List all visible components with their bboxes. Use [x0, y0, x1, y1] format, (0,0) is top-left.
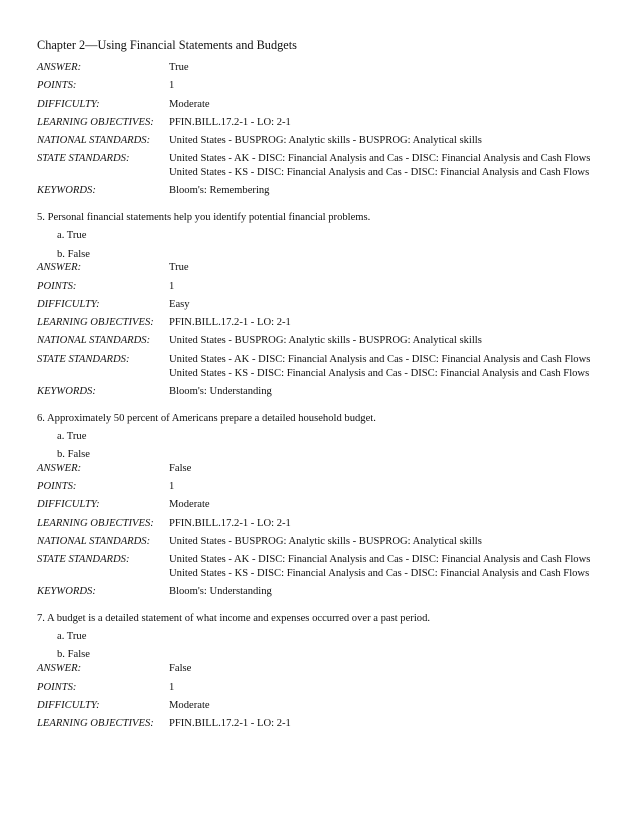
state-standards-value	[169, 152, 603, 180]
national-standards-value: United States - BUSPROG: Analytic skills - BUSPROG: Analytical skills	[169, 535, 482, 547]
learning-objectives-value: PFIN.BILL.17.2-1 - LO: 2-1	[169, 517, 291, 529]
question-text: 5. Personal financial statements help you identify potential financial problems.	[37, 212, 371, 224]
state-standard-ak: United States - AK - DISC: Financial Analysis and Cas - DISC: Financial Analysis and Cash Flows	[169, 153, 591, 165]
national-standards-label: NATIONAL STANDARDS:	[37, 135, 151, 147]
difficulty-row	[37, 298, 603, 312]
question-5	[37, 211, 603, 398]
answer-label: ANSWER:	[37, 462, 82, 474]
difficulty-label: DIFFICULTY:	[37, 499, 100, 511]
national-standards-row	[37, 334, 603, 348]
difficulty-row	[37, 498, 603, 512]
keywords-value: Bloom's: Understanding	[169, 385, 272, 397]
keywords-value: Bloom's: Understanding	[169, 586, 272, 598]
learning-objectives-value: PFIN.BILL.17.2-1 - LO: 2-1	[169, 116, 291, 128]
state-standards-label: STATE STANDARDS:	[37, 153, 130, 165]
learning-objectives-row	[37, 116, 603, 130]
answer-row	[37, 462, 603, 476]
answer-value: True	[169, 262, 189, 274]
learning-objectives-label: LEARNING OBJECTIVES:	[37, 116, 154, 128]
keywords-row	[37, 385, 603, 399]
difficulty-value: Moderate	[169, 699, 210, 711]
answer-label: ANSWER:	[37, 663, 82, 675]
national-standards-value: United States - BUSPROG: Analytic skills - BUSPROG: Analytical skills	[169, 135, 482, 147]
state-standards-row	[37, 553, 603, 581]
choice-b: b. False	[57, 449, 90, 461]
national-standards-value: United States - BUSPROG: Analytic skills - BUSPROG: Analytical skills	[169, 335, 482, 347]
keywords-value: Bloom's: Remembering	[169, 185, 270, 197]
points-label: POINTS:	[37, 280, 77, 292]
keywords-label: KEYWORDS:	[37, 586, 96, 598]
keywords-label: KEYWORDS:	[37, 385, 96, 397]
answer-row	[37, 61, 603, 75]
difficulty-label: DIFFICULTY:	[37, 699, 100, 711]
question-7	[37, 612, 603, 731]
state-standards-label: STATE STANDARDS:	[37, 554, 130, 566]
answer-value: False	[169, 462, 192, 474]
difficulty-value: Easy	[169, 298, 190, 310]
answer-block-prev	[37, 61, 603, 198]
question-text: 6. Approximately 50 percent of Americans prepare a detailed household budget.	[37, 412, 376, 424]
points-label: POINTS:	[37, 481, 77, 493]
choice-a: a. True	[57, 430, 87, 442]
state-standards-value	[169, 553, 603, 581]
answer-row	[37, 261, 603, 275]
learning-objectives-row	[37, 316, 603, 330]
choice-a: a. True	[57, 631, 87, 643]
national-standards-label: NATIONAL STANDARDS:	[37, 335, 151, 347]
learning-objectives-value: PFIN.BILL.17.2-1 - LO: 2-1	[169, 718, 291, 730]
points-value: 1	[169, 80, 175, 92]
national-standards-row	[37, 134, 603, 148]
keywords-row	[37, 585, 603, 599]
choice-b: b. False	[57, 649, 90, 661]
state-standards-row	[37, 353, 603, 381]
points-row	[37, 681, 603, 695]
choice-b: b. False	[57, 248, 90, 260]
question-6	[37, 412, 603, 599]
learning-objectives-row	[37, 517, 603, 531]
points-row	[37, 280, 603, 294]
state-standard-ks: United States - KS - DISC: Financial Analysis and Cas - DISC: Financial Analysis and Cash Flows	[169, 367, 590, 379]
document-page	[37, 38, 603, 731]
national-standards-row	[37, 535, 603, 549]
chapter-title: Chapter 2—Using Financial Statements and Budgets	[37, 38, 297, 52]
difficulty-label: DIFFICULTY:	[37, 298, 100, 310]
choice-a: a. True	[57, 230, 87, 242]
answer-value: False	[169, 663, 192, 675]
answer-row	[37, 662, 603, 676]
difficulty-row	[37, 699, 603, 713]
answer-label: ANSWER:	[37, 61, 82, 73]
learning-objectives-label: LEARNING OBJECTIVES:	[37, 718, 154, 730]
answer-value: True	[169, 61, 189, 73]
points-row	[37, 79, 603, 93]
state-standards-row	[37, 152, 603, 180]
difficulty-label: DIFFICULTY:	[37, 98, 100, 110]
points-row	[37, 480, 603, 494]
difficulty-value: Moderate	[169, 98, 210, 110]
answer-label: ANSWER:	[37, 262, 82, 274]
points-value: 1	[169, 681, 175, 693]
learning-objectives-label: LEARNING OBJECTIVES:	[37, 517, 154, 529]
keywords-label: KEYWORDS:	[37, 185, 96, 197]
learning-objectives-label: LEARNING OBJECTIVES:	[37, 317, 154, 329]
points-value: 1	[169, 481, 175, 493]
learning-objectives-value: PFIN.BILL.17.2-1 - LO: 2-1	[169, 317, 291, 329]
state-standards-label: STATE STANDARDS:	[37, 353, 130, 365]
state-standard-ak: United States - AK - DISC: Financial Analysis and Cas - DISC: Financial Analysis and Cash Flows	[169, 554, 591, 566]
question-text: 7. A budget is a detailed statement of what income and expenses occurred over a past period.	[37, 612, 431, 624]
state-standard-ks: United States - KS - DISC: Financial Analysis and Cas - DISC: Financial Analysis and Cash Flows	[169, 567, 590, 579]
points-label: POINTS:	[37, 681, 77, 693]
difficulty-value: Moderate	[169, 499, 210, 511]
state-standard-ak: United States - AK - DISC: Financial Analysis and Cas - DISC: Financial Analysis and Cash Flows	[169, 353, 591, 365]
difficulty-row	[37, 98, 603, 112]
national-standards-label: NATIONAL STANDARDS:	[37, 535, 151, 547]
points-value: 1	[169, 280, 175, 292]
state-standards-value	[169, 353, 603, 381]
points-label: POINTS:	[37, 80, 77, 92]
keywords-row	[37, 184, 603, 198]
learning-objectives-row	[37, 717, 603, 731]
state-standard-ks: United States - KS - DISC: Financial Analysis and Cas - DISC: Financial Analysis and Cash Flows	[169, 167, 590, 179]
